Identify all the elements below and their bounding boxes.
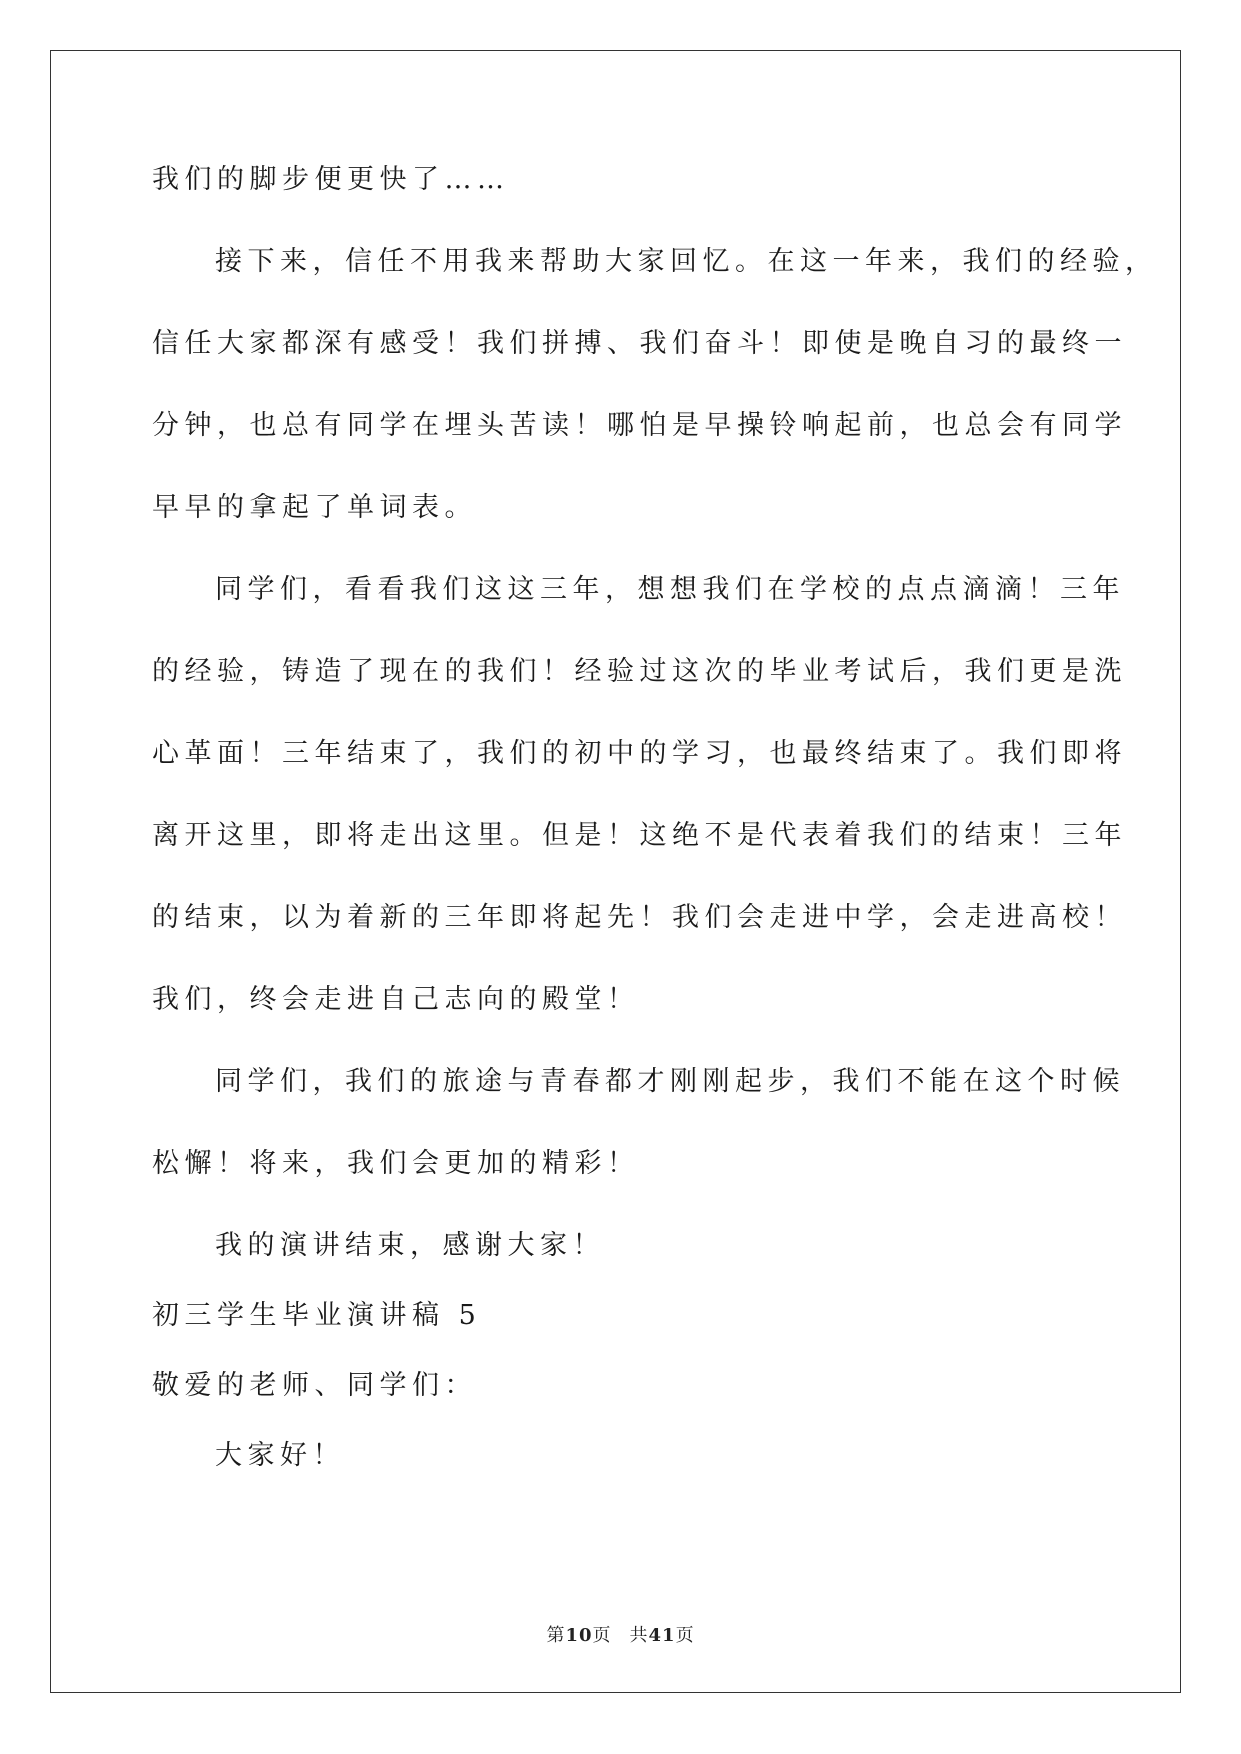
page-footer [0,1621,1241,1647]
page-prefix: 第 [546,1625,566,1646]
section-heading: 初三学生毕业演讲稿 5 [152,1300,482,1331]
text-line: 心革面！三年结束了，我们的初中的学习，也最终结束了。我们即将 [152,738,1127,769]
text-line: 分钟，也总有同学在埋头苦读！哪怕是早操铃响起前，也总会有同学 [152,410,1127,441]
text-line: 早早的拿起了单词表。 [152,492,477,523]
current-page-number: 10 [565,1625,593,1646]
salutation: 敬爱的老师、同学们： [152,1370,477,1401]
total-suffix: 页 [675,1625,695,1646]
paragraph-first-line: 同学们，看看我们这这三年，想想我们在学校的点点滴滴！三年 [215,574,1125,605]
text-line: 信任大家都深有感受！我们拼搏、我们奋斗！即使是晚自习的最终一 [152,328,1127,359]
paragraph-first-line: 我的演讲结束，感谢大家！ [215,1230,605,1261]
document-body [152,164,1158,1511]
paragraph-first-line: 同学们，我们的旅途与青春都才刚刚起步，我们不能在这个时候 [215,1066,1125,1097]
greeting: 大家好！ [215,1440,345,1471]
text-line: 的结束，以为着新的三年即将起先！我们会走进中学，会走进高校！ [152,902,1127,933]
page-suffix: 页 [592,1625,612,1646]
text-line: 松懈！将来，我们会更加的精彩！ [152,1148,640,1179]
total-page-count: 41 [648,1625,676,1646]
text-line: 我们的脚步便更快了…… [152,164,510,195]
text-line: 的经验，铸造了现在的我们！经验过这次的毕业考试后，我们更是洗 [152,656,1127,687]
text-line: 我们，终会走进自己志向的殿堂！ [152,984,640,1015]
total-prefix: 共 [629,1625,649,1646]
text-line: 离开这里，即将走出这里。但是！这绝不是代表着我们的结束！三年 [152,820,1127,851]
paragraph-first-line: 接下来，信任不用我来帮助大家回忆。在这一年来，我们的经验， [215,246,1158,277]
